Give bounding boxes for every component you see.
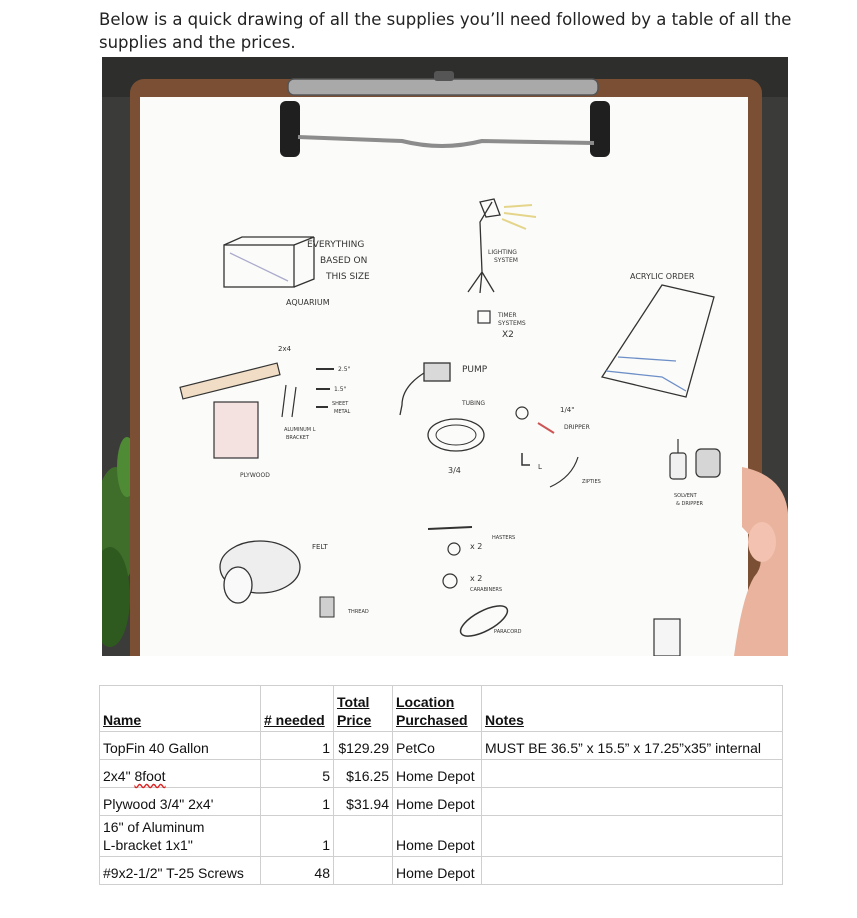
label-system: SYSTEM bbox=[494, 257, 518, 264]
label-systems: SYSTEMS bbox=[498, 320, 526, 327]
label-based-on: BASED ON bbox=[320, 256, 368, 266]
cell-location: Home Depot bbox=[393, 816, 482, 857]
header-needed: # needed bbox=[261, 686, 334, 732]
header-notes: Notes bbox=[482, 686, 783, 732]
intro-text: Below is a quick drawing of all the supplies you’ll need followed by a table of all the supplies and the prices. bbox=[99, 10, 792, 52]
header-location: Location Purchased bbox=[393, 686, 482, 732]
cell-needed: 5 bbox=[261, 760, 334, 788]
cell-notes: MUST BE 36.5” x 15.5” x 17.25”x35” internal bbox=[482, 732, 783, 760]
thread-sketch bbox=[320, 597, 334, 617]
cell-needed: 48 bbox=[261, 857, 334, 885]
label-alum: ALUMINUM L bbox=[284, 427, 316, 433]
label-sheet: SHEET bbox=[332, 401, 349, 407]
cell-price: $16.25 bbox=[334, 760, 393, 788]
table-row bbox=[100, 816, 783, 857]
cell-price: $129.29 bbox=[334, 732, 393, 760]
cell-name bbox=[100, 760, 261, 788]
cell-needed: 1 bbox=[261, 816, 334, 857]
label-2x4: 2x4 bbox=[278, 345, 292, 353]
cell-notes bbox=[482, 816, 783, 857]
label-everything: EVERYTHING bbox=[307, 240, 365, 250]
cell-notes bbox=[482, 857, 783, 885]
cell-price bbox=[334, 816, 393, 857]
label-timer: TIMER bbox=[498, 312, 517, 319]
cell-notes bbox=[482, 788, 783, 816]
label-this-size: THIS SIZE bbox=[326, 272, 370, 282]
cell-name: #9x2-1/2" T-25 Screws bbox=[100, 857, 261, 885]
cell-name-line2: L-bracket 1x1" bbox=[103, 837, 193, 853]
label-aquarium: AQUARIUM bbox=[286, 298, 330, 307]
cell-needed: 1 bbox=[261, 788, 334, 816]
table-row bbox=[100, 732, 783, 760]
cell-location: Home Depot bbox=[393, 857, 482, 885]
label-pump: PUMP bbox=[462, 365, 488, 375]
cell-location: Home Depot bbox=[393, 788, 482, 816]
label-solvent: SOLVENT bbox=[674, 493, 697, 499]
label-bracket: BRACKET bbox=[286, 435, 310, 441]
label-felt: FELT bbox=[312, 543, 328, 551]
cell-name: Plywood 3/4" 2x4' bbox=[100, 788, 261, 816]
cell-name bbox=[100, 816, 261, 857]
table-row bbox=[100, 857, 783, 885]
label-x2-a: x 2 bbox=[470, 542, 483, 551]
label-l: L bbox=[538, 463, 542, 471]
cell-name-line1: 16" of Aluminum bbox=[103, 819, 205, 835]
label-x2-b: x 2 bbox=[470, 574, 483, 583]
cell-name: TopFin 40 Gallon bbox=[100, 732, 261, 760]
cell-notes bbox=[482, 760, 783, 788]
plywood-sketch bbox=[214, 402, 258, 458]
label-lighting: LIGHTING bbox=[488, 249, 517, 256]
cell-location: Home Depot bbox=[393, 760, 482, 788]
label-three-quarter: 3/4 bbox=[448, 466, 461, 475]
bottom-right-sketch bbox=[654, 619, 680, 656]
table-row bbox=[100, 788, 783, 816]
cell-needed: 1 bbox=[261, 732, 334, 760]
label-paracord: PARACORD bbox=[494, 629, 522, 635]
label-screw-15: 1.5" bbox=[334, 386, 347, 393]
cell-price: $31.94 bbox=[334, 788, 393, 816]
cell-name-part: 2x4" bbox=[103, 768, 135, 784]
label-metal: METAL bbox=[334, 409, 351, 415]
cell-price bbox=[334, 857, 393, 885]
label-acrylic: ACRYLIC ORDER bbox=[630, 272, 695, 281]
label-timer-qty: X2 bbox=[502, 330, 514, 340]
supplies-sketch-photo bbox=[102, 57, 788, 656]
label-thread: THREAD bbox=[348, 609, 369, 615]
spelling-flag-word: 8foot bbox=[134, 768, 166, 784]
label-plywood: PLYWOOD bbox=[240, 472, 270, 479]
cell-location: PetCo bbox=[393, 732, 482, 760]
label-zipties: ZIPTIES bbox=[582, 479, 601, 485]
label-carabiners: CARABINERS bbox=[470, 587, 503, 593]
label-screw-25: 2.5" bbox=[338, 366, 351, 373]
label-quarter: 1/4" bbox=[560, 406, 575, 414]
label-and-dripper: & DRIPPER bbox=[676, 501, 703, 507]
header-name: Name bbox=[100, 686, 261, 732]
table-header-row bbox=[100, 686, 783, 732]
label-tubing: TUBING bbox=[462, 400, 486, 407]
supplies-table bbox=[99, 685, 783, 885]
table-row bbox=[100, 760, 783, 788]
label-dripper: DRIPPER bbox=[564, 424, 590, 431]
header-price: Total Price bbox=[334, 686, 393, 732]
label-hasteners: HASTERS bbox=[492, 535, 516, 541]
